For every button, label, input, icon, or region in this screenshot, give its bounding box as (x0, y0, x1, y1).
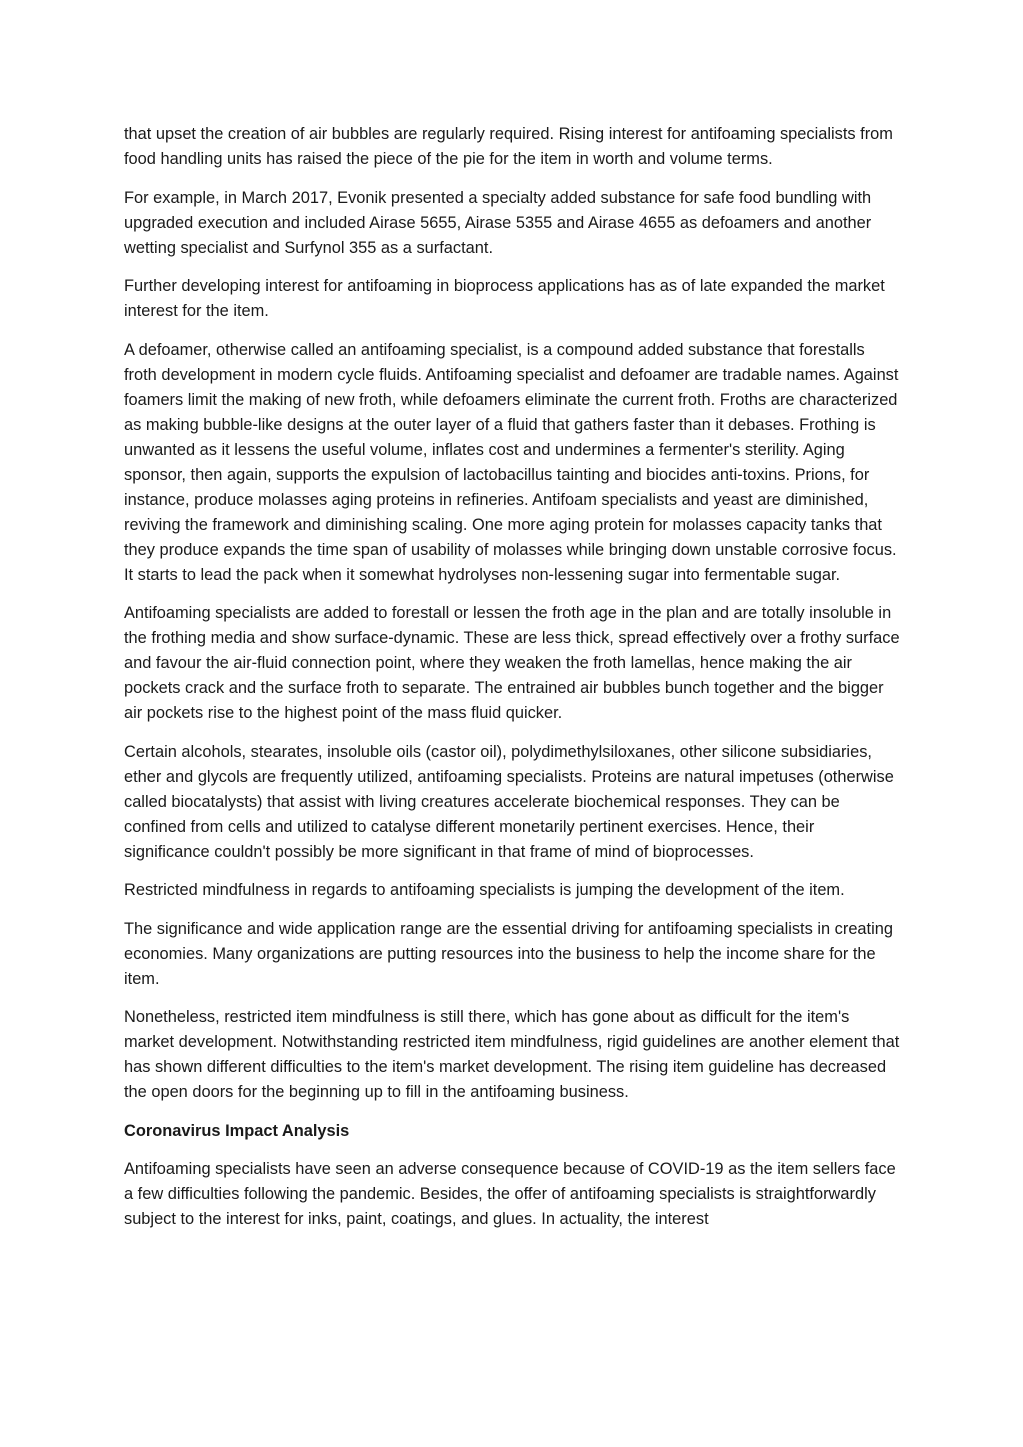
paragraph: The significance and wide application range are the essential driving for antifoaming specialists in creating economies. Many organizations are putting resources into the business to help the income share for the item. (124, 919, 893, 988)
paragraph: Restricted mindfulness in regards to antifoaming specialists is jumping the development of the item. (124, 881, 845, 899)
paragraph: A defoamer, otherwise called an antifoaming specialist, is a compound added substance that forestalls froth development in modern cycle fluids. Antifoaming specialist and defoamer are tradable names. Against foamers limit the making of new froth, while defoamers eliminate the current froth. Froths are characterized as making bubble-like designs at the outer layer of a fluid that gathers faster than it debases. Frothing is unwanted as it lessens the useful volume, inflates cost and undermines a fermenter's sterility. Aging sponsor, then again, supports the expulsion of lactobacillus tainting and biocides anti-toxins. Prions, for instance, produce molasses aging proteins in refineries. Antifoam specialists and yeast are diminished, reviving the framework and diminishing scaling. One more aging protein for molasses capacity tanks that they produce expands the time span of usability of molasses while bringing down unstable corrosive focus. It starts to lead the pack when it somewhat hydrolyses non-lessening sugar into fermentable sugar. (124, 340, 899, 584)
document-page (124, 122, 902, 1246)
paragraph: Antifoaming specialists have seen an adverse consequence because of COVID-19 as the item sellers face a few difficulties following the pandemic. Besides, the offer of antifoaming specialists is straightforwardly subject to the interest for inks, paint, coatings, and glues. In actuality, the interest (124, 1160, 896, 1228)
section-heading: Coronavirus Impact Analysis (124, 1121, 350, 1140)
paragraph: Further developing interest for antifoaming in bioprocess applications has as of late expanded the market interest for the item. (124, 277, 885, 320)
paragraph: Antifoaming specialists are added to forestall or lessen the froth age in the plan and are totally insoluble in the frothing media and show surface-dynamic. These are less thick, spread effectively over a frothy surface and favour the air-fluid connection point, where they weaken the froth lamellas, hence making the air pockets crack and the surface froth to separate. The entrained air bubbles bunch together and the bigger air pockets rise to the highest point of the mass fluid quicker. (124, 604, 900, 722)
paragraph: Certain alcohols, stearates, insoluble oils (castor oil), polydimethylsiloxanes, other silicone subsidiaries, ether and glycols are frequently utilized, antifoaming specialists. Proteins are natural impetuses (otherwise called biocatalysts) that assist with living creatures accelerate biochemical responses. They can be confined from cells and utilized to catalyse different monetarily pertinent exercises. Hence, their significance couldn't possibly be more significant in that frame of mind of bioprocesses. (124, 742, 894, 861)
paragraph: that upset the creation of air bubbles are regularly required. Rising interest for antifoaming specialists from food handling units has raised the piece of the pie for the item in worth and volume terms. (124, 125, 893, 168)
paragraph: Nonetheless, restricted item mindfulness is still there, which has gone about as difficult for the item's market development. Notwithstanding restricted item mindfulness, rigid guidelines are another element that has shown different difficulties to the item's market development. The rising item guideline has decreased the open doors for the beginning up to fill in the antifoaming business. (124, 1008, 900, 1101)
paragraph: For example, in March 2017, Evonik presented a specialty added substance for safe food bundling with upgraded execution and included Airase 5655, Airase 5355 and Airase 4655 as defoamers and another wetting specialist and Surfynol 355 as a surfactant. (124, 188, 872, 257)
